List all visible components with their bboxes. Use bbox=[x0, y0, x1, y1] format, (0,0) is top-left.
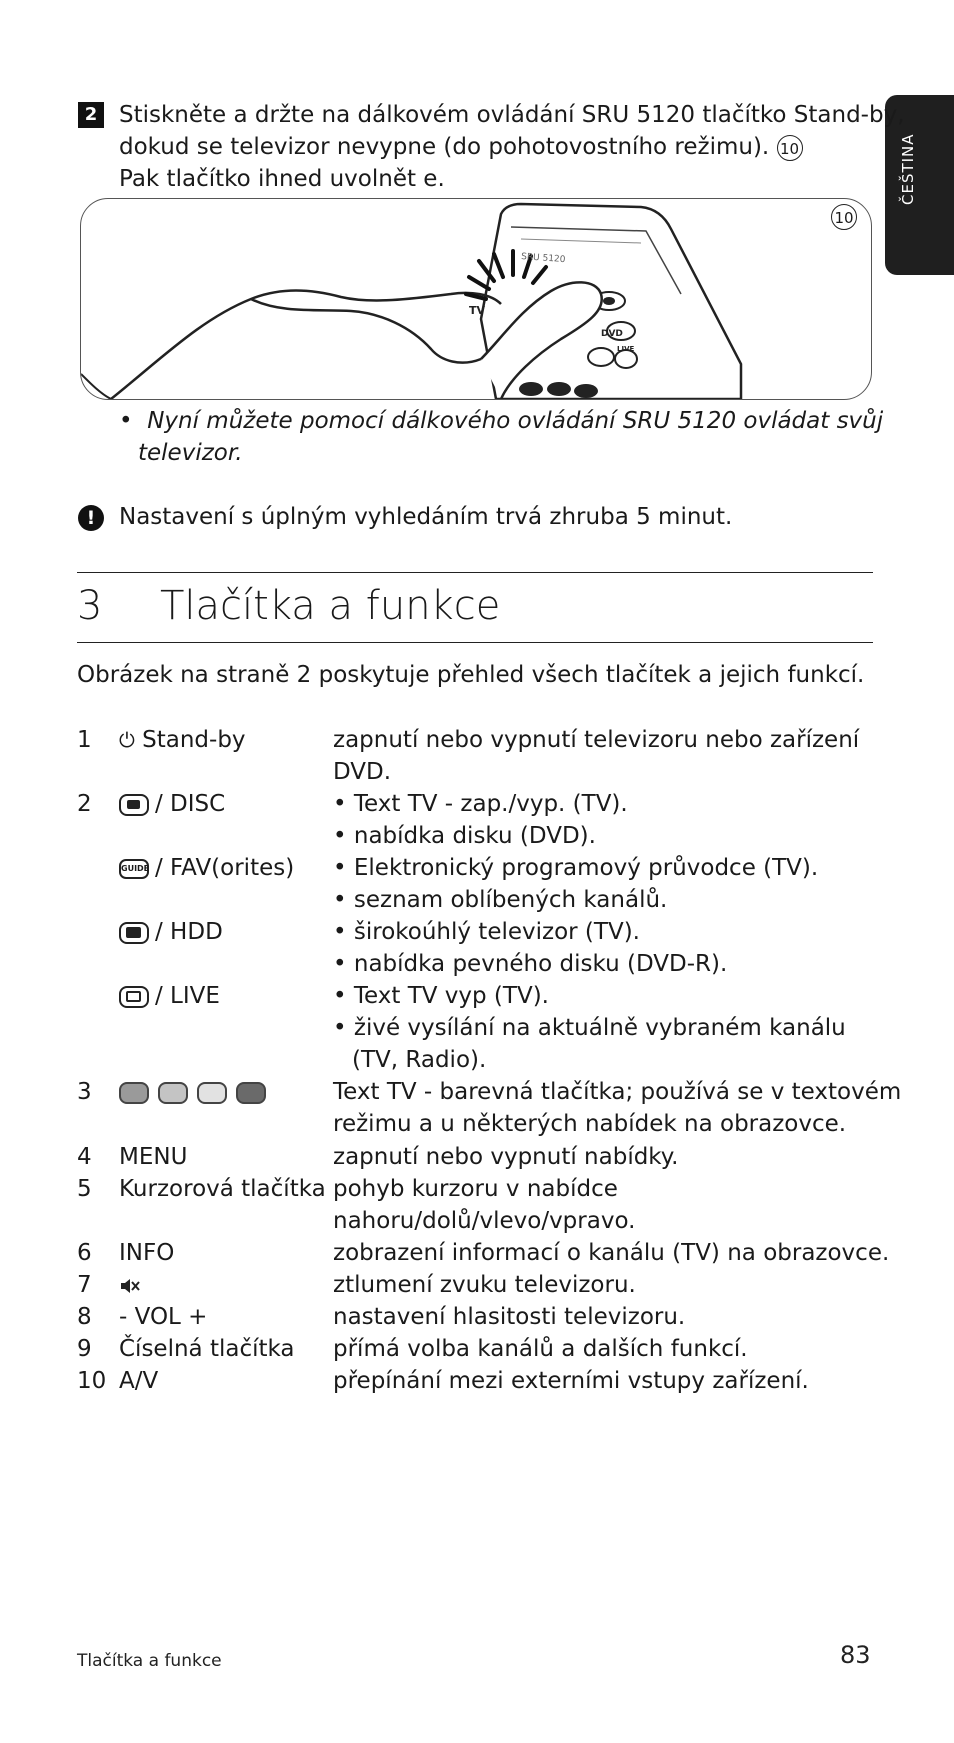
row-3-color-buttons bbox=[119, 1076, 275, 1108]
green-button-icon bbox=[158, 1082, 188, 1104]
row-4-name: MENU bbox=[119, 1144, 188, 1170]
row-10-desc-1: přepínání mezi externími vstupy zařízení. bbox=[333, 1368, 809, 1394]
footer-section-name: Tlačítka a funkce bbox=[77, 1651, 222, 1671]
remote-tv-button-label: TV bbox=[469, 304, 486, 317]
teletext-button-icon bbox=[119, 794, 149, 816]
mute-icon bbox=[119, 1276, 141, 1296]
yellow-button-icon bbox=[197, 1082, 227, 1104]
row-1-number: 1 bbox=[77, 727, 92, 753]
row-9-name: Číselná tlačítka bbox=[119, 1336, 295, 1362]
remote-model-label: SRU 5120 bbox=[520, 252, 566, 266]
page-number: 83 bbox=[840, 1641, 871, 1669]
row-2b-desc-1: • Elektronický programový průvodce (TV). bbox=[333, 855, 819, 881]
row-6-number: 6 bbox=[77, 1240, 92, 1266]
warning-icon: ! bbox=[78, 505, 104, 531]
row-2d-desc-2: • živé vysílání na aktuálně vybraném kanálu bbox=[333, 1015, 846, 1041]
row-2b-desc-2: • seznam oblíbených kanálů. bbox=[333, 887, 668, 913]
power-icon: ⏻ bbox=[119, 728, 135, 752]
bullet-dot: • bbox=[119, 408, 148, 434]
step-text-line-3: Pak tlačítko ihned uvolnět e. bbox=[119, 166, 445, 192]
remote-illustration bbox=[80, 198, 872, 400]
result-bullet-text-1: Nyní můžete pomocí dálkového ovládání SRU 5120 ovládat svůj bbox=[147, 408, 884, 434]
row-7-desc-1: ztlumení zvuku televizoru. bbox=[333, 1272, 636, 1298]
step-text-line-2-text: dokud se televizor nevypne (do pohotovostního režimu). bbox=[119, 134, 770, 160]
row-4-number: 4 bbox=[77, 1144, 92, 1170]
row-6-desc-1: zobrazení informací o kanálu (TV) na obrazovce. bbox=[333, 1240, 890, 1266]
row-10-number: 10 bbox=[77, 1368, 107, 1394]
row-2d-name-text: / LIVE bbox=[155, 983, 220, 1009]
row-2c-desc-1: • širokoúhlý televizor (TV). bbox=[333, 919, 640, 945]
widescreen-button-icon bbox=[119, 922, 149, 944]
row-5-desc-2: nahoru/dolů/vlevo/vpravo. bbox=[333, 1208, 636, 1234]
remote-dvd-button-label: DVD bbox=[601, 329, 623, 339]
row-6-name: INFO bbox=[119, 1240, 175, 1266]
row-7-number: 7 bbox=[77, 1272, 92, 1298]
section-intro: Obrázek na straně 2 poskytuje přehled všech tlačítek a jejich funkcí. bbox=[77, 662, 865, 688]
row-2-number: 2 bbox=[77, 791, 92, 817]
row-3-number: 3 bbox=[77, 1079, 92, 1105]
row-8-name: - VOL + bbox=[119, 1304, 208, 1330]
section-title: Tlačítka a funkce bbox=[160, 583, 501, 629]
row-8-number: 8 bbox=[77, 1304, 92, 1330]
row-8-desc-1: nastavení hlasitosti televizoru. bbox=[333, 1304, 686, 1330]
step-text-line-2 bbox=[119, 131, 803, 163]
row-5-number: 5 bbox=[77, 1176, 92, 1202]
row-7-name bbox=[119, 1269, 141, 1301]
remote-live-button-label: LIVE bbox=[617, 345, 635, 353]
section-number: 3 bbox=[77, 583, 103, 629]
result-bullet-line-2: televizor. bbox=[138, 440, 243, 466]
row-2a-desc-2: • nabídka disku (DVD). bbox=[333, 823, 596, 849]
row-10-name: A/V bbox=[119, 1368, 159, 1394]
blue-button-icon bbox=[236, 1082, 266, 1104]
row-1-desc-1: zapnutí nebo vypnutí televizoru nebo zařízení bbox=[333, 727, 860, 753]
row-5-name: Kurzorová tlačítka bbox=[119, 1176, 326, 1202]
figure-callout-10: 10 bbox=[831, 204, 857, 230]
row-2a-name bbox=[119, 788, 225, 820]
row-2a-name-text: / DISC bbox=[155, 791, 226, 817]
guide-button-icon: GUIDE bbox=[119, 859, 149, 879]
step-number-badge: 2 bbox=[78, 102, 104, 128]
row-2c-desc-2: • nabídka pevného disku (DVD-R). bbox=[333, 951, 728, 977]
row-2c-name bbox=[119, 916, 223, 948]
row-4-desc-1: zapnutí nebo vypnutí nabídky. bbox=[333, 1144, 679, 1170]
row-1-desc-2: DVD. bbox=[333, 759, 392, 785]
language-tab-label: ČEŠTINA bbox=[899, 133, 917, 205]
row-9-desc-1: přímá volba kanálů a dalších funkcí. bbox=[333, 1336, 748, 1362]
row-3-desc-1: Text TV - barevná tlačítka; používá se v textovém bbox=[333, 1079, 902, 1105]
callout-10-badge: 10 bbox=[777, 135, 803, 161]
red-button-icon bbox=[119, 1082, 149, 1104]
row-2d-desc-1: • Text TV vyp (TV). bbox=[333, 983, 549, 1009]
row-2b-name-text: / FAV(orites) bbox=[155, 855, 295, 881]
hand-pressing-remote-drawing bbox=[81, 199, 871, 399]
row-2c-name-text: / HDD bbox=[155, 919, 223, 945]
row-9-number: 9 bbox=[77, 1336, 92, 1362]
row-3-desc-2: režimu a u některých nabídek na obrazovce. bbox=[333, 1111, 847, 1137]
row-2d-desc-3: (TV, Radio). bbox=[352, 1047, 487, 1073]
row-1-name-text: Stand-by bbox=[142, 727, 246, 753]
result-bullet-line-1 bbox=[119, 405, 883, 437]
row-2b-name bbox=[119, 852, 294, 884]
row-2a-desc-1: • Text TV - zap./vyp. (TV). bbox=[333, 791, 628, 817]
row-5-desc-1: pohyb kurzoru v nabídce bbox=[333, 1176, 618, 1202]
row-2d-name bbox=[119, 980, 220, 1012]
note-text: Nastavení s úplným vyhledáním trvá zhruba 5 minut. bbox=[119, 504, 733, 530]
step-text-line-1: Stiskněte a držte na dálkovém ovládání SRU 5120 tlačítko Stand-by, bbox=[119, 102, 905, 128]
teletext-off-button-icon bbox=[119, 986, 149, 1008]
row-1-name bbox=[119, 724, 246, 756]
heading-bottom-rule bbox=[77, 642, 873, 643]
heading-top-rule bbox=[77, 572, 873, 573]
